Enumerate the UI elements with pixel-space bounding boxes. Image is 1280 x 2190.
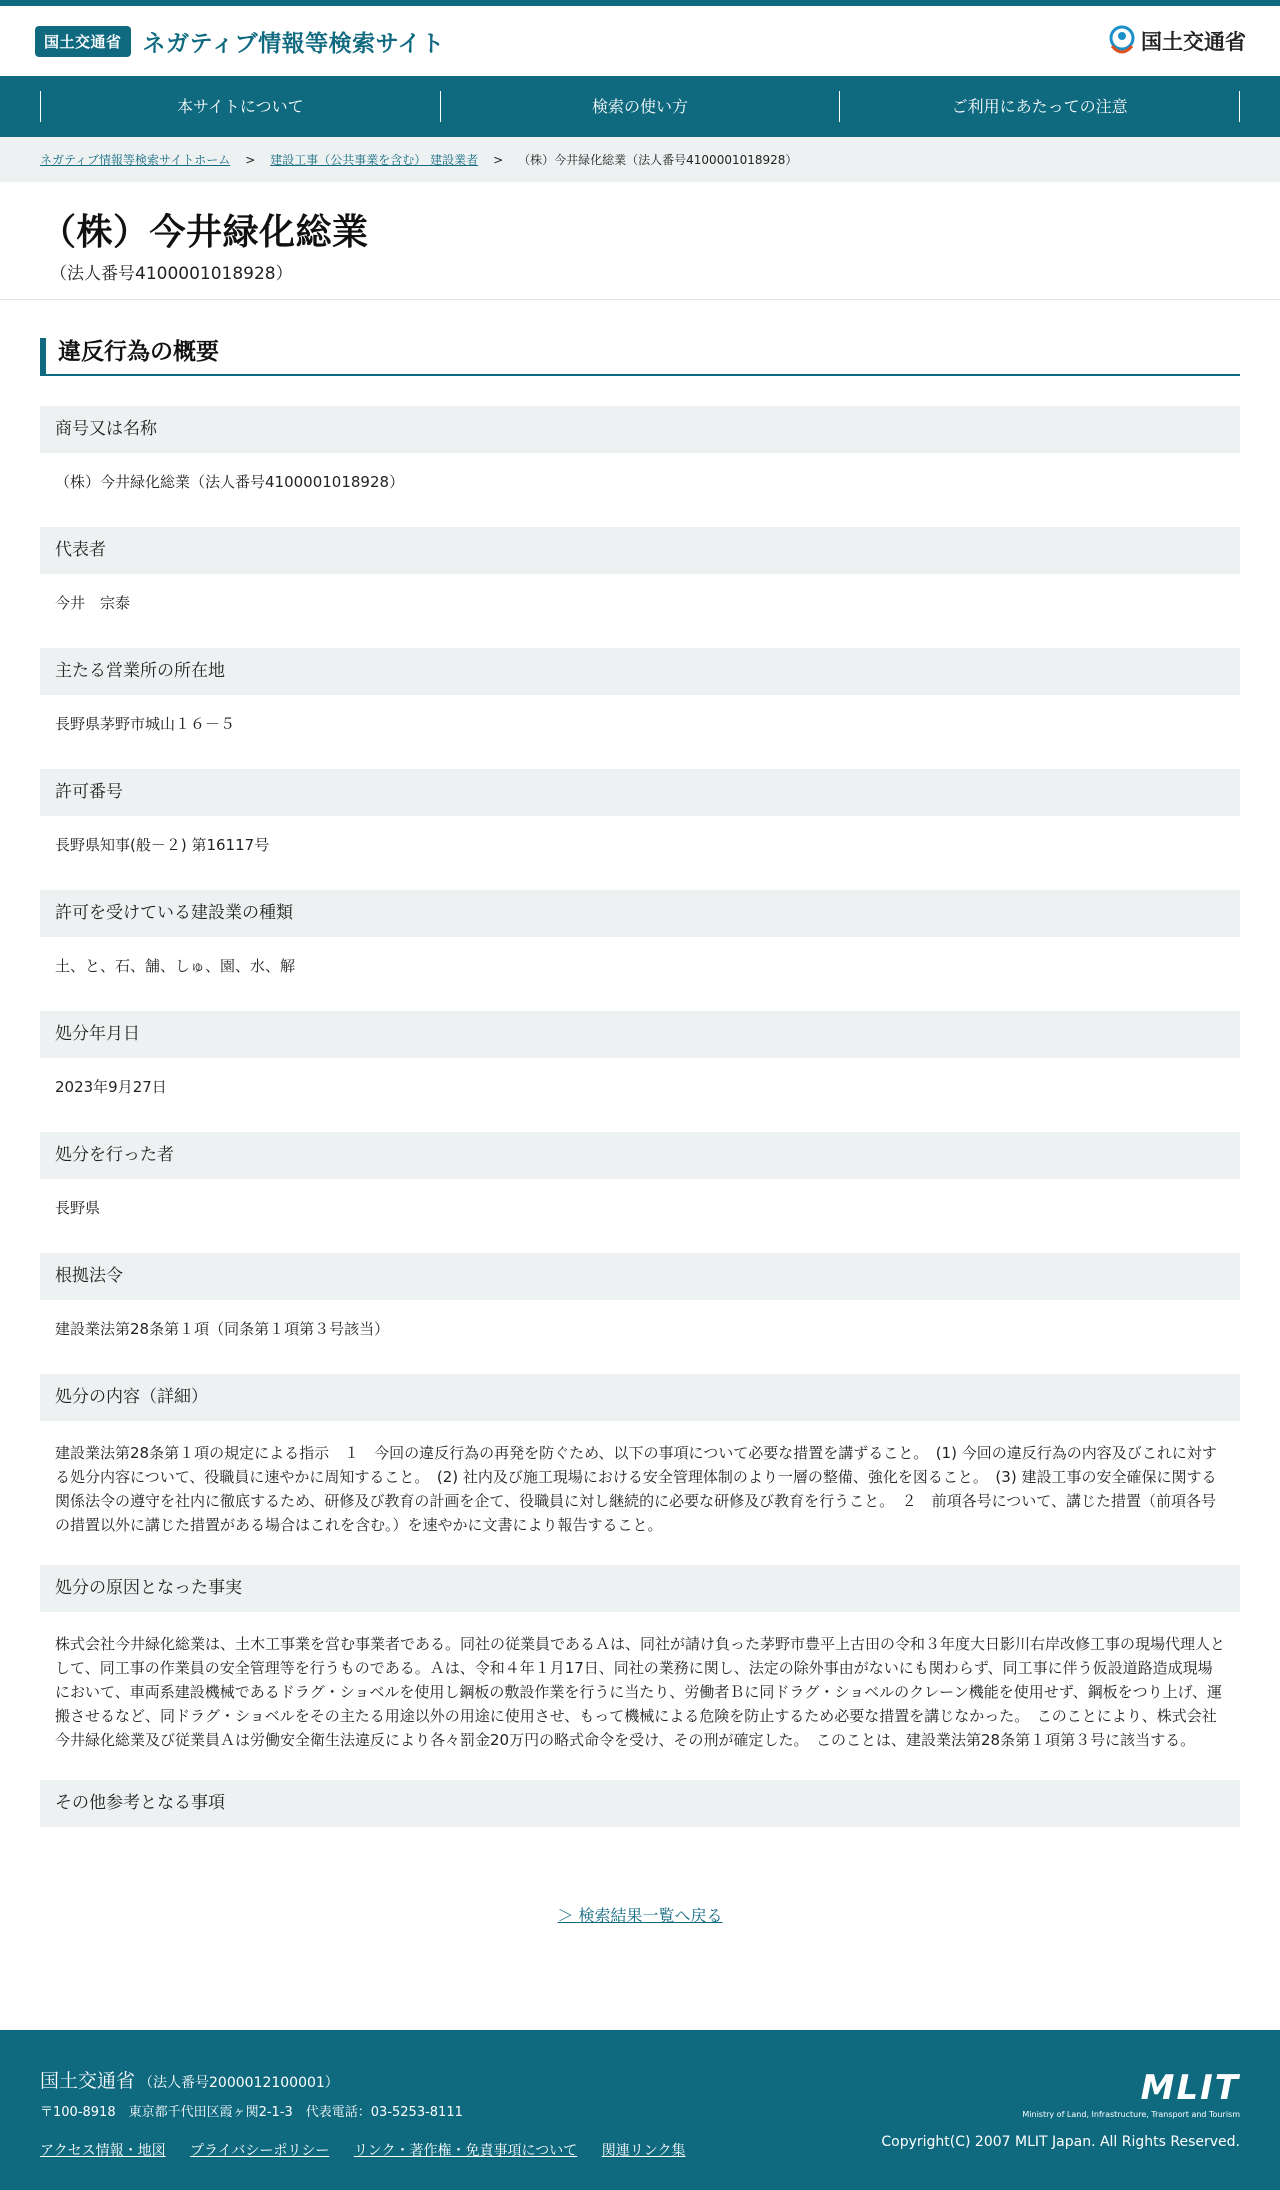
company-heading (0, 182, 1280, 300)
breadcrumb-category-link[interactable]: 建設工事（公共事業を含む） 建設業者 (270, 153, 479, 167)
field-value: 土、と、石、舗、しゅ、園、水、解 (55, 957, 296, 975)
site-header (0, 6, 1280, 76)
field-label: その他参考となる事項 (40, 1780, 1240, 1827)
field-label: 代表者 (40, 527, 1240, 574)
footer-link-copyright[interactable]: リンク・著作権・免責事項について (353, 2143, 578, 2159)
site-title: ネガティブ情報等検索サイト (142, 30, 445, 57)
field-label: 根拠法令 (40, 1253, 1240, 1300)
copyright: Copyright(C) 2007 MLIT Japan. All Rights Reserved. (881, 2134, 1240, 2150)
field-label: 処分年月日 (40, 1011, 1240, 1058)
nav-item-about[interactable]: 本サイトについて (40, 91, 440, 122)
field-value: 建設業法第28条第１項（同条第１項第３号該当） (55, 1320, 390, 1338)
field-value: 今井 宗泰 (55, 594, 131, 612)
field-value: 建設業法第28条第１項の規定による指示 １ 今回の違反行為の再発を防ぐため、以下の事項について必要な措置を講ずること。 (1) 今回の違反行為の内容及びこれに対する処分内容について、役職員に速やかに周知すること。 (2) 社内及び施工現場における安全管理体制のより一層の整備、強化を図ること。 (3) 建設工事の安全確保に関する関係法令の遵守を社内に徹底するため、研修及び教育の計画を企て、役職員に対し継続的に必要な研修及び教育を行うこと。 ２ 前項各号について、講じた措置（前項各号の措置以外に講じた措置がある場合はこれを含む。）を速やかに文書により報告すること。 (55, 1444, 1217, 1534)
ministry-emblem-icon (1107, 24, 1137, 58)
field-value: 長野県茅野市城山１６－５ (55, 715, 236, 733)
field-label: 処分を行った者 (40, 1132, 1240, 1179)
mlit-logo-text: MLIT (1140, 2068, 1240, 2108)
field-label: 許可番号 (40, 769, 1240, 816)
nav-item-notes[interactable]: ご利用にあたっての注意 (839, 91, 1240, 122)
field-label: 許可を受けている建設業の種類 (40, 890, 1240, 937)
ministry-badge: 国土交通省 (35, 26, 131, 57)
main-content (0, 300, 1280, 1926)
field-permit-number (40, 769, 1240, 890)
field-legal-basis (40, 1253, 1240, 1374)
field-label: 処分の内容（詳細） (40, 1374, 1240, 1421)
nav-item-how-to-search[interactable]: 検索の使い方 (440, 91, 840, 122)
back-link-container (40, 1903, 1240, 1926)
mlit-logo-subtitle: Ministry of Land, Infrastructure, Transport and Tourism (1022, 2110, 1240, 2119)
field-label: 主たる営業所の所在地 (40, 648, 1240, 695)
global-nav (0, 76, 1280, 137)
corporate-number: （法人番号4100001018928） (50, 264, 293, 284)
footer-link-related[interactable]: 関連リンク集 (601, 2143, 686, 2159)
ministry-logo[interactable] (1107, 24, 1246, 58)
section-title: 違反行為の概要 (40, 338, 1240, 376)
field-main-office-address (40, 648, 1240, 769)
breadcrumb-current: （株）今井緑化総業（法人番号4100001018928） (518, 153, 798, 167)
field-representative (40, 527, 1240, 648)
field-disposing-authority (40, 1132, 1240, 1253)
field-value: 長野県知事(般－２) 第16117号 (55, 836, 270, 854)
field-disposition-details (40, 1374, 1240, 1565)
field-label: 商号又は名称 (40, 406, 1240, 453)
field-disposition-date (40, 1011, 1240, 1132)
breadcrumb-separator: > (493, 152, 504, 167)
field-other-references (40, 1780, 1240, 1827)
field-value: 長野県 (55, 1199, 101, 1217)
field-value: 2023年9月27日 (55, 1078, 167, 1096)
field-label: 処分の原因となった事実 (40, 1565, 1240, 1612)
back-to-results-link[interactable]: ＞ 検索結果一覧へ戻る (557, 1906, 723, 1925)
breadcrumb-home-link[interactable]: ネガティブ情報等検索サイトホーム (40, 153, 231, 167)
footer-link-privacy[interactable]: プライバシーポリシー (190, 2143, 330, 2159)
field-value: （株）今井緑化総業（法人番号4100001018928） (55, 473, 405, 491)
field-value: 株式会社今井緑化総業は、土木工事業を営む事業者である。同社の従業員であるＡは、同社が請け負った茅野市豊平上古田の令和３年度大日影川右岸改修工事の現場代理人として、同工事の作業員の安全管理等を行うものである。Ａは、令和４年１月17日、同社の業務に関し、法定の除外事由がないにも関わらず、同工事に伴う仮設道路造成現場において、車両系建設機械であるドラグ・ショベルを使用し鋼板の敷設作業を行うに当たり、労働者Ｂに同ドラグ・ショベルのクレーン機能を使用せず、鋼板をつり上げ、運搬させるなど、同ドラグ・ショベルをその主たる用途以外の用途に使用させ、もって機械による危険を防止するため必要な措置を講じなかった。 このことにより、株式会社今井緑化総業及び従業員Ａは労働安全衛生法違反により各々罰金20万円の略式命令を受け、その刑が確定した。 このことは、建設業法第28条第１項第３号に該当する。 (55, 1635, 1226, 1749)
field-cause-facts (40, 1565, 1240, 1780)
site-brand[interactable] (35, 25, 445, 58)
site-footer (0, 2030, 1280, 2190)
mlit-logo[interactable] (1022, 2068, 1240, 2119)
breadcrumb-separator: > (245, 152, 256, 167)
footer-link-access[interactable]: アクセス情報・地図 (40, 2143, 166, 2159)
footer-org-number: （法人番号2000012100001） (139, 2075, 339, 2091)
footer-org-name: 国土交通省 (40, 2070, 136, 2092)
field-trade-name (40, 406, 1240, 527)
footer-address: 〒100-8918 東京都千代田区霞ヶ関2-1-3 代表電話：03-5253-8111 (40, 2105, 463, 2120)
ministry-logo-text: 国土交通省 (1141, 30, 1246, 54)
breadcrumb (0, 137, 1280, 182)
field-business-types (40, 890, 1240, 1011)
page-title: （株）今井緑化総業 (40, 212, 369, 253)
